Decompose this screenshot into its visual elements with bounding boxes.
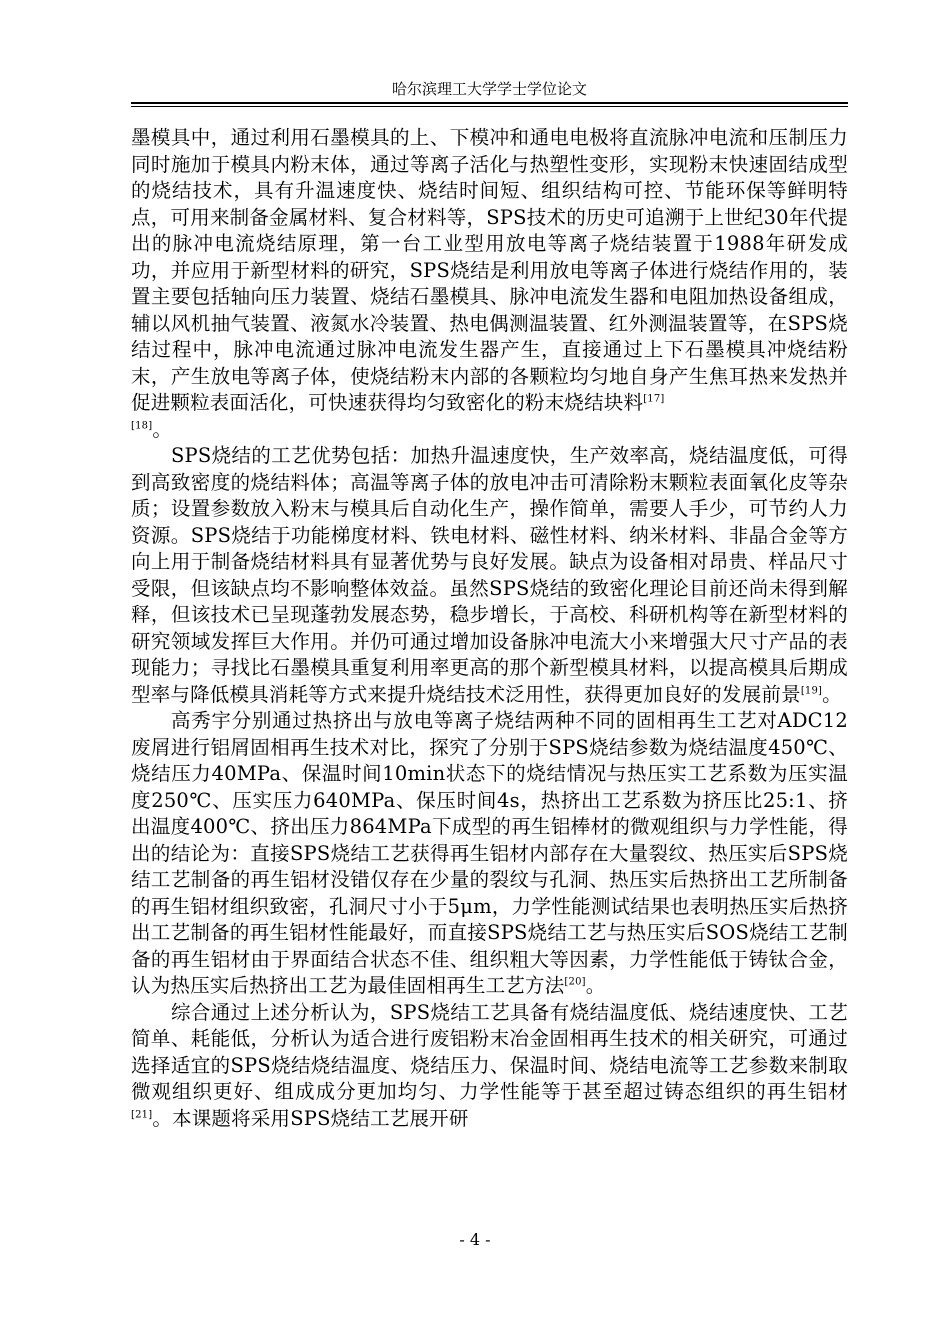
- citation-21: [21]: [131, 1109, 153, 1120]
- paragraph-2-text: SPS烧结的工艺优势包括：加热升温速度快，生产效率高，烧结温度低，可得到高致密度的烧结料体；高温等离子体的放电冲击可清除粉末颗粒表面氧化皮等杂质；设置参数放入粉末与模具后自动化生产，操作简单，需要人手少，可节约人力资源。SPS烧结于功能梯度材料、铁电材料、磁性材料、纳米材料、非晶合金等方向上用于制备烧结材料具有显著优势与良好发展。缺点为设备相对昂贵、样品尺寸受限，但该缺点均不影响整体效益。虽然SPS烧结的致密化理论目前还尚未得到解释，但该技术已呈现蓬勃发展态势，稳步增长，于高校、科研机构等在新型材料的研究领域发挥巨大作用。并仍可通过增加设备脉冲电流大小来增强大尺寸产品的表现能力；寻找比石墨模具重复利用率更高的那个新型模具材料，以提高模具后期成型率与降低模具消耗等方式来提升烧结技术泛用性，获得更加良好的发展前景: [131, 444, 848, 706]
- paragraph-2-tail: 。: [822, 682, 842, 706]
- paragraph-3-tail: 。: [585, 974, 606, 997]
- header-rule: [131, 102, 848, 107]
- paragraph-4-text: 综合通过上述分析认为，SPS烧结工艺具备有烧结温度低、烧结速度快、工艺简单、耗能低，分析认为适合进行废铝粉末冶金固相再生技术的相关研究，可通过选择适宜的SPS烧结烧结温度、烧结压力、保温时间、烧结电流等工艺参数来制取微观组织更好、组成成分更加均匀、力学性能等于甚至超过铸态组织的再生铝材: [131, 1000, 848, 1103]
- paragraph-4: [131, 1000, 848, 1133]
- paragraph-3-text: 高秀宇分别通过热挤出与放电等离子烧结两种不同的固相再生工艺对ADC12废屑进行铝屑固相再生技术对比，探究了分别于SPS烧结参数为烧结温度450℃、烧结压力40MPa、保温时间10min状态下的烧结情况与热压实工艺系数为压实温度250℃、压实压力640MPa、保压时间4s，热挤出工艺系数为挤压比25:1、挤出温度400℃、挤出压力864MPa下成型的再生铝棒材的微观组织与力学性能，得出的结论为：直接SPS烧结工艺获得再生铝材内部存在大量裂纹、热压实后SPS烧结工艺制备的再生铝材没错仅存在少量的裂纹与孔洞、热压实后热挤出工艺所制备的再生铝材组织致密，孔洞尺寸小于5μm，力学性能测试结果也表明热压实后热挤出工艺制备的再生铝材性能最好，而直接SPS烧结工艺与热压实后SOS烧结工艺制备的再生铝材由于界面结合状态不佳、组织粗大等因素，力学性能低于铸钛合金，认为热压实后热挤出工艺为最佳固相再生工艺方法: [131, 709, 848, 997]
- page-number: - 4 -: [459, 1230, 491, 1249]
- paragraph-1-tail: 。: [152, 417, 173, 441]
- paragraph-4-tail: 。本课题将采用SPS烧结工艺展开研: [152, 1106, 469, 1130]
- paragraph-2: [131, 443, 848, 708]
- paragraph-3: [131, 708, 848, 1000]
- paragraph-1-text: 墨模具中，通过利用石墨模具的上、下模冲和通电电极将直流脉冲电流和压制压力同时施加于模具内粉末体，通过等离子活化与热塑性变形，实现粉末快速固结成型的烧结技术，具有升温速度快、烧结时间短、组织结构可控、节能环保等鲜明特点，可用来制备金属材料、复合材料等，SPS技术的历史可追溯于上世纪30年代提出的脉冲电流烧结原理，第一台工业型用放电等离子烧结装置于1988年研发成功，并应用于新型材料的研究，SPS烧结是利用放电等离子体进行烧结作用的，装置主要包括轴向压力装置、烧结石墨模具、脉冲电流发生器和电阻加热设备组成，辅以风机抽气装置、液氮水冷装置、热电偶测温装置、红外测温装置等，在SPS烧结过程中，脉冲电流通过脉冲电流发生器产生，直接通过上下石墨模具冲烧结粉末，产生放电等离子体，使烧结粉末内部的各颗粒均匀地自身产生焦耳热来发热并促进颗粒表面活化，可快速获得均匀致密化的粉末烧结块料: [131, 126, 848, 414]
- running-header: 哈尔滨理工大学学士学位论文: [391, 80, 587, 98]
- body-text: [131, 125, 848, 1132]
- citation-19: [19]: [800, 685, 823, 696]
- citation-20: [20]: [564, 976, 586, 988]
- citation-18: [18]: [131, 420, 153, 431]
- citation-17: [17]: [643, 393, 665, 405]
- paragraph-1: [131, 125, 848, 443]
